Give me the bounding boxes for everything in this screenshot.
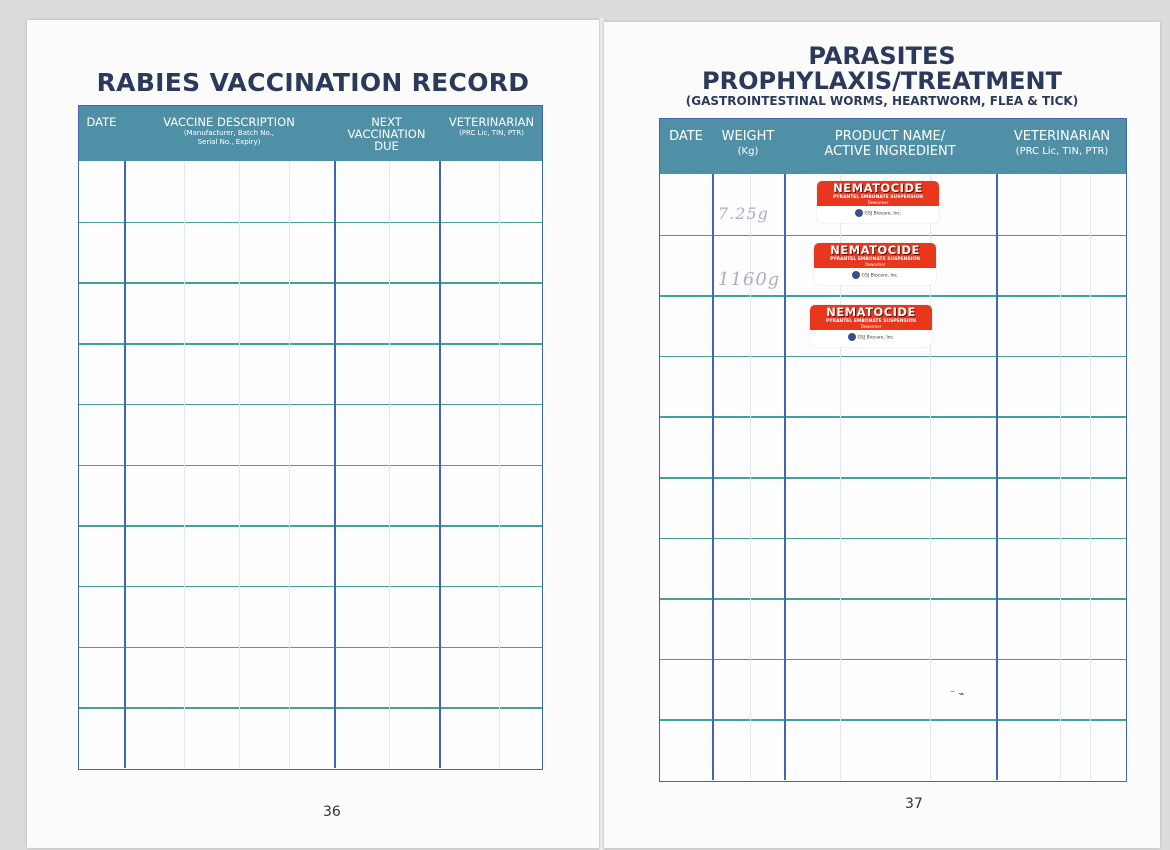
header-date: DATE: [669, 129, 703, 144]
row-divider: [79, 707, 542, 709]
weight-entry-1: 7.25g: [718, 204, 769, 223]
row-divider: [660, 719, 1126, 721]
header-veterinarian: VETERINARIAN (PRC Lic, TIN, PTR): [1013, 129, 1111, 157]
column-divider: [124, 161, 126, 768]
table-header: [660, 119, 1126, 174]
table-header: [79, 106, 542, 161]
row-divider: [79, 343, 542, 345]
guide-line: [750, 174, 751, 780]
header-weight: WEIGHT (Kg): [721, 129, 775, 157]
row-divider: [660, 659, 1126, 661]
weight-entry-2: 1160g: [718, 269, 781, 290]
row-divider: [660, 356, 1126, 358]
row-divider: [79, 282, 542, 284]
page-left: [27, 20, 599, 848]
column-divider: [334, 161, 336, 768]
header-product-name: PRODUCT NAME/ ACTIVE INGREDIENT: [824, 129, 956, 159]
row-divider: [660, 295, 1126, 297]
row-divider: [660, 477, 1126, 479]
product-label-sticker: NEMATOCIDE PYRANTEL EMBONATE SUSPENSION Dewormer GSJ Biocare, Inc.: [810, 305, 932, 347]
row-divider: [660, 235, 1126, 237]
guide-line: [389, 161, 390, 768]
column-divider: [784, 174, 786, 780]
product-label-sticker: NEMATOCIDE PYRANTEL EMBONATE SUSPENSION Dewormer GSJ Biocare, Inc.: [814, 243, 936, 285]
header-next-vaccination-due: NEXT VACCINATION DUE: [347, 115, 426, 153]
guide-line: [184, 161, 185, 768]
column-divider: [996, 174, 998, 780]
row-divider: [660, 416, 1126, 418]
row-divider: [79, 222, 542, 224]
row-divider: [79, 465, 542, 467]
row-divider: [79, 525, 542, 527]
page-title-line2: PROPHYLAXIS/TREATMENT: [702, 67, 1062, 95]
page-subtitle: (GASTROINTESTINAL WORMS, HEARTWORM, FLEA & TICK): [685, 94, 1079, 108]
guide-line: [289, 161, 290, 768]
manufacturer-logo-icon: [852, 271, 860, 279]
header-veterinarian: VETERINARIAN (PRC Lic, TIN, PTR): [448, 115, 535, 137]
row-divider: [660, 598, 1126, 600]
row-divider: [79, 404, 542, 406]
row-divider: [79, 586, 542, 588]
manufacturer-logo-icon: [855, 209, 863, 217]
column-divider: [712, 174, 714, 780]
page-title-line1: PARASITES: [808, 42, 956, 70]
pen-mark: ⁻ ⌁: [950, 689, 965, 700]
parasite-treatment-table: [659, 118, 1127, 782]
header-vaccine-description: VACCINE DESCRIPTION (Manufacturer, Batch No., Serial No., Expiry): [163, 115, 295, 146]
guide-line: [1090, 174, 1091, 780]
page-number: 37: [905, 796, 923, 812]
row-divider: [79, 647, 542, 649]
guide-line: [239, 161, 240, 768]
page-number: 36: [323, 804, 341, 820]
guide-line: [499, 161, 500, 768]
rabies-vaccination-table: [78, 105, 543, 770]
guide-line: [1060, 174, 1061, 780]
page-title: RABIES VACCINATION RECORD: [96, 68, 530, 97]
page-right: [604, 22, 1160, 848]
column-divider: [439, 161, 441, 768]
manufacturer-logo-icon: [848, 333, 856, 341]
product-label-sticker: NEMATOCIDE PYRANTEL EMBONATE SUSPENSION Dewormer GSJ Biocare, Inc.: [817, 181, 939, 223]
row-divider: [660, 538, 1126, 540]
header-date: DATE: [86, 115, 117, 129]
